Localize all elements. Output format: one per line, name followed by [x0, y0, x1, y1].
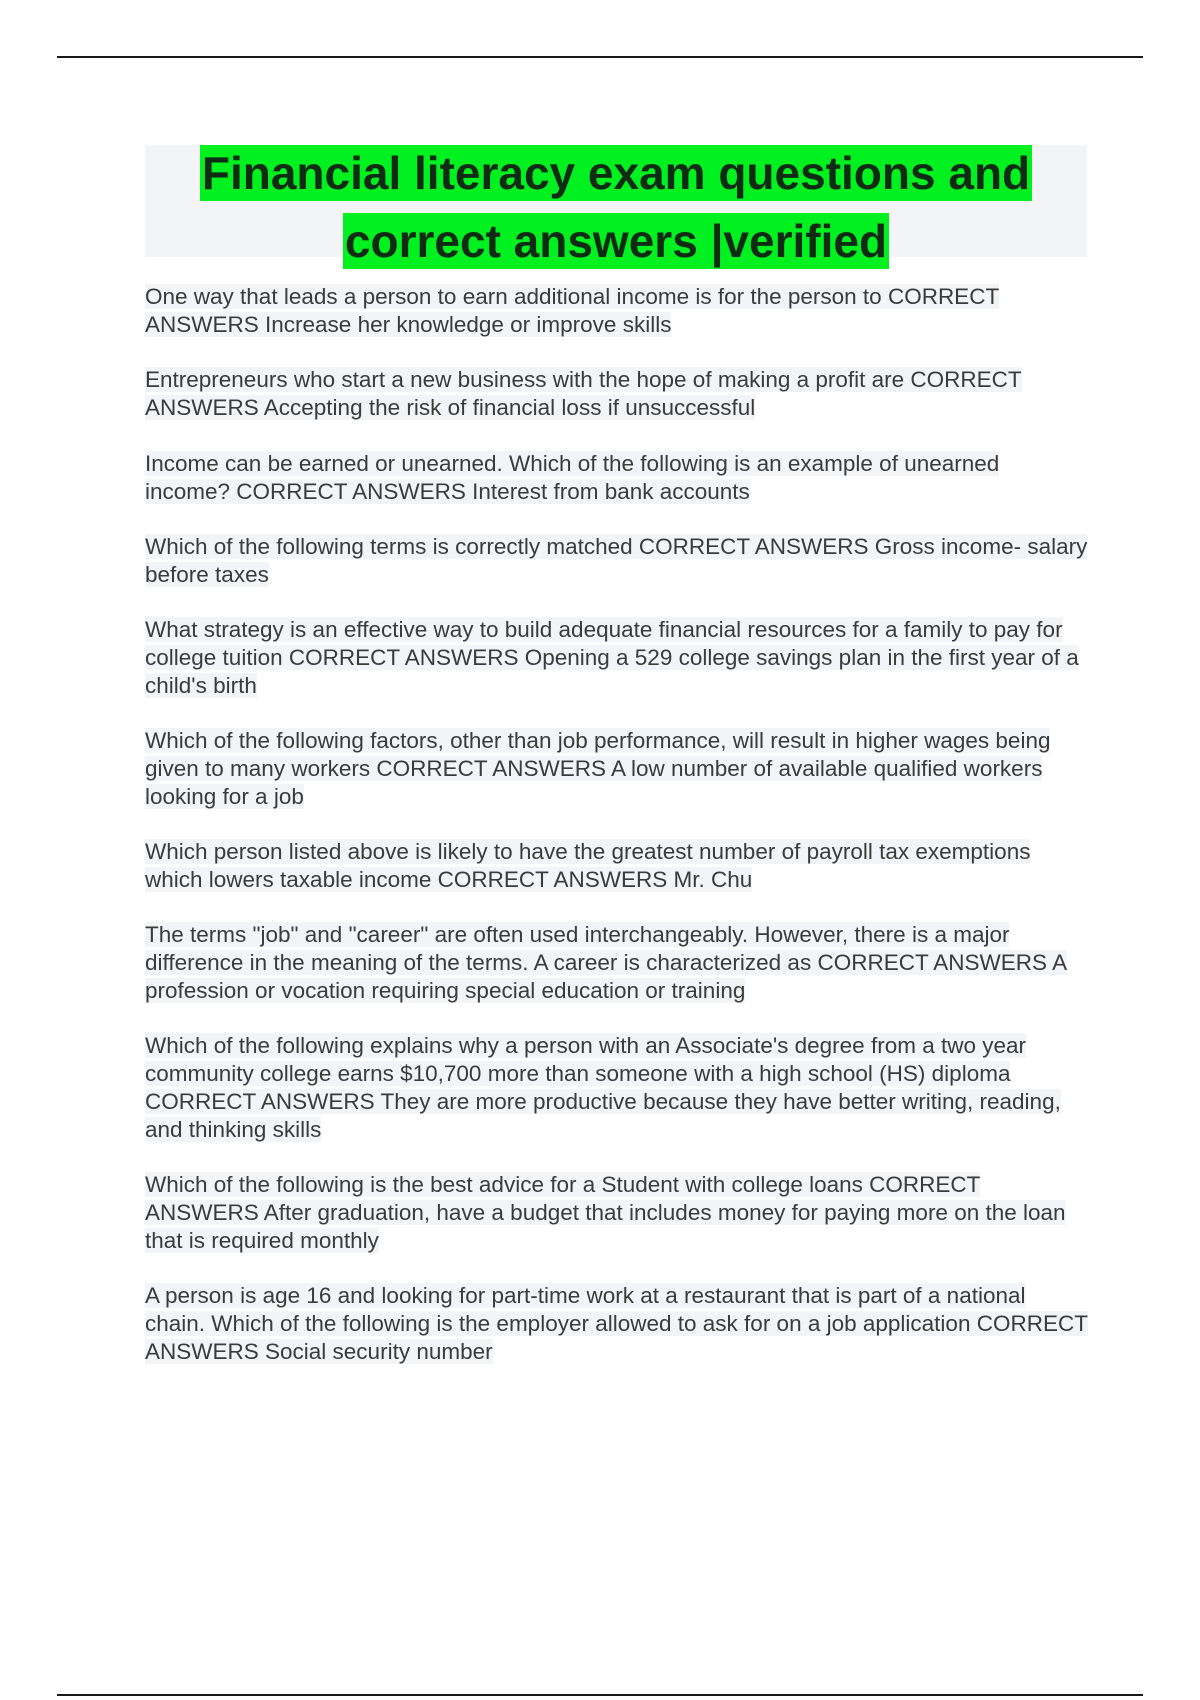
qa-item: The terms "job" and "career" are often used interchangeably. However, there is a major difference in the meaning of the terms. A career is characterized as CORRECT ANSWERS A profession or vocation requiring special education or training — [145, 922, 1068, 1003]
qa-item: What strategy is an effective way to build adequate financial resources for a family to pay for college tuition CORRECT ANSWERS Opening a 529 college savings plan in the first year of a child's birth — [145, 617, 1079, 698]
qa-list — [145, 283, 1090, 1366]
qa-item: One way that leads a person to earn additional income is for the person to CORRECT ANSWERS Increase her knowledge or improve skills — [145, 284, 1000, 337]
title-line-2: correct answers |verified — [344, 215, 888, 267]
qa-item: Which of the following explains why a person with an Associate's degree from a two year community college earns $10,700 more than someone with a high school (HS) diploma CORRECT ANSWERS They are more productive because they have better writing, reading, and thinking skills — [145, 1033, 1061, 1142]
top-rule — [57, 56, 1143, 58]
title-line-1: Financial literacy exam questions and — [201, 147, 1031, 199]
qa-item: Entrepreneurs who start a new business with the hope of making a profit are CORRECT ANSWERS Accepting the risk of financial loss if unsuccessful — [145, 367, 1022, 420]
bottom-rule — [57, 1694, 1143, 1696]
qa-item: A person is age 16 and looking for part-time work at a restaurant that is part of a national chain. Which of the following is the employer allowed to ask for on a job application CORRECT ANSWERS Social security number — [145, 1283, 1088, 1364]
qa-item: Which of the following factors, other than job performance, will result in higher wages being given to many workers CORRECT ANSWERS A low number of available qualified workers looking for a job — [145, 728, 1051, 809]
qa-item: Which person listed above is likely to have the greatest number of payroll tax exemptions which lowers taxable income CORRECT ANSWERS Mr. Chu — [145, 839, 1031, 892]
qa-item: Income can be earned or unearned. Which of the following is an example of unearned income? CORRECT ANSWERS Interest from bank accounts — [145, 451, 1000, 504]
document-title — [145, 145, 1087, 267]
qa-item: Which of the following terms is correctly matched CORRECT ANSWERS Gross income- salary before taxes — [145, 534, 1088, 587]
qa-item: Which of the following is the best advice for a Student with college loans CORRECT ANSWERS After graduation, have a budget that includes money for paying more on the loan that is required monthly — [145, 1172, 1066, 1253]
